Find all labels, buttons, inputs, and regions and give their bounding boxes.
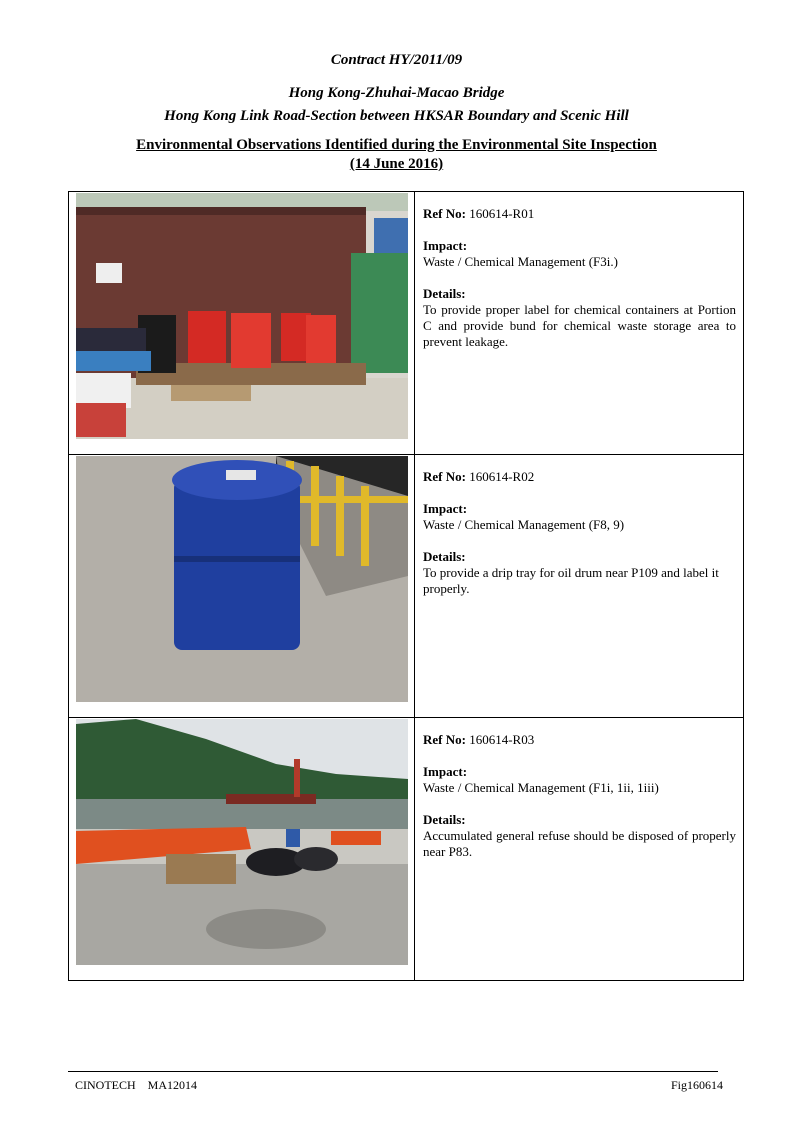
details-text: To provide proper label for chemical containers at Portion C and provide bund for chemical waste storage area to prevent leakage. xyxy=(423,302,736,349)
footer-company: CINOTECH MA12014 xyxy=(75,1078,197,1092)
footer-figure-number: Fig160614 xyxy=(670,1078,723,1092)
photo-cell xyxy=(69,718,415,981)
photo-cell xyxy=(69,455,415,718)
impact-label: Impact: xyxy=(423,501,468,516)
observation-text xyxy=(415,718,744,981)
section-name: Hong Kong Link Road-Section between HKSAR Boundary and Scenic Hill xyxy=(164,108,629,124)
details-label: Details: xyxy=(423,812,466,827)
impact-text: Waste / Chemical Management (F8, 9) xyxy=(423,517,625,532)
ref-label: Ref No: xyxy=(423,732,466,747)
observation-row xyxy=(69,455,744,718)
page-title: Environmental Observations Identified during the Environmental Site Inspection xyxy=(136,137,657,153)
inspection-date: (14 June 2016) xyxy=(349,156,444,172)
observation-row xyxy=(69,192,744,455)
footer-divider xyxy=(68,1071,718,1072)
impact-label: Impact: xyxy=(423,764,468,779)
ref-label: Ref No: xyxy=(423,206,466,221)
impact-text: Waste / Chemical Management (F3i.) xyxy=(423,254,618,269)
details-text: To provide a drip tray for oil drum near P109 and label it properly. xyxy=(423,565,719,596)
observation-text xyxy=(415,192,744,455)
contract-number: Contract HY/2011/09 xyxy=(330,52,463,68)
impact-text: Waste / Chemical Management (F1i, 1ii, 1iii) xyxy=(423,780,659,795)
observation-row xyxy=(69,718,744,981)
site-photo-chemical-store xyxy=(76,193,408,439)
project-name: Hong Kong-Zhuhai-Macao Bridge xyxy=(288,85,505,101)
site-photo-oil-drum xyxy=(76,456,408,702)
observation-text xyxy=(415,455,744,718)
ref-number: 160614-R01 xyxy=(469,206,535,221)
observation-table xyxy=(68,191,744,981)
details-label: Details: xyxy=(423,549,466,564)
site-photo-refuse xyxy=(76,719,408,965)
ref-number: 160614-R02 xyxy=(469,469,535,484)
ref-label: Ref No: xyxy=(423,469,466,484)
details-text: Accumulated general refuse should be disposed of properly near P83. xyxy=(423,828,736,859)
details-label: Details: xyxy=(423,286,466,301)
impact-label: Impact: xyxy=(423,238,468,253)
photo-cell xyxy=(69,192,415,455)
ref-number: 160614-R03 xyxy=(469,732,535,747)
